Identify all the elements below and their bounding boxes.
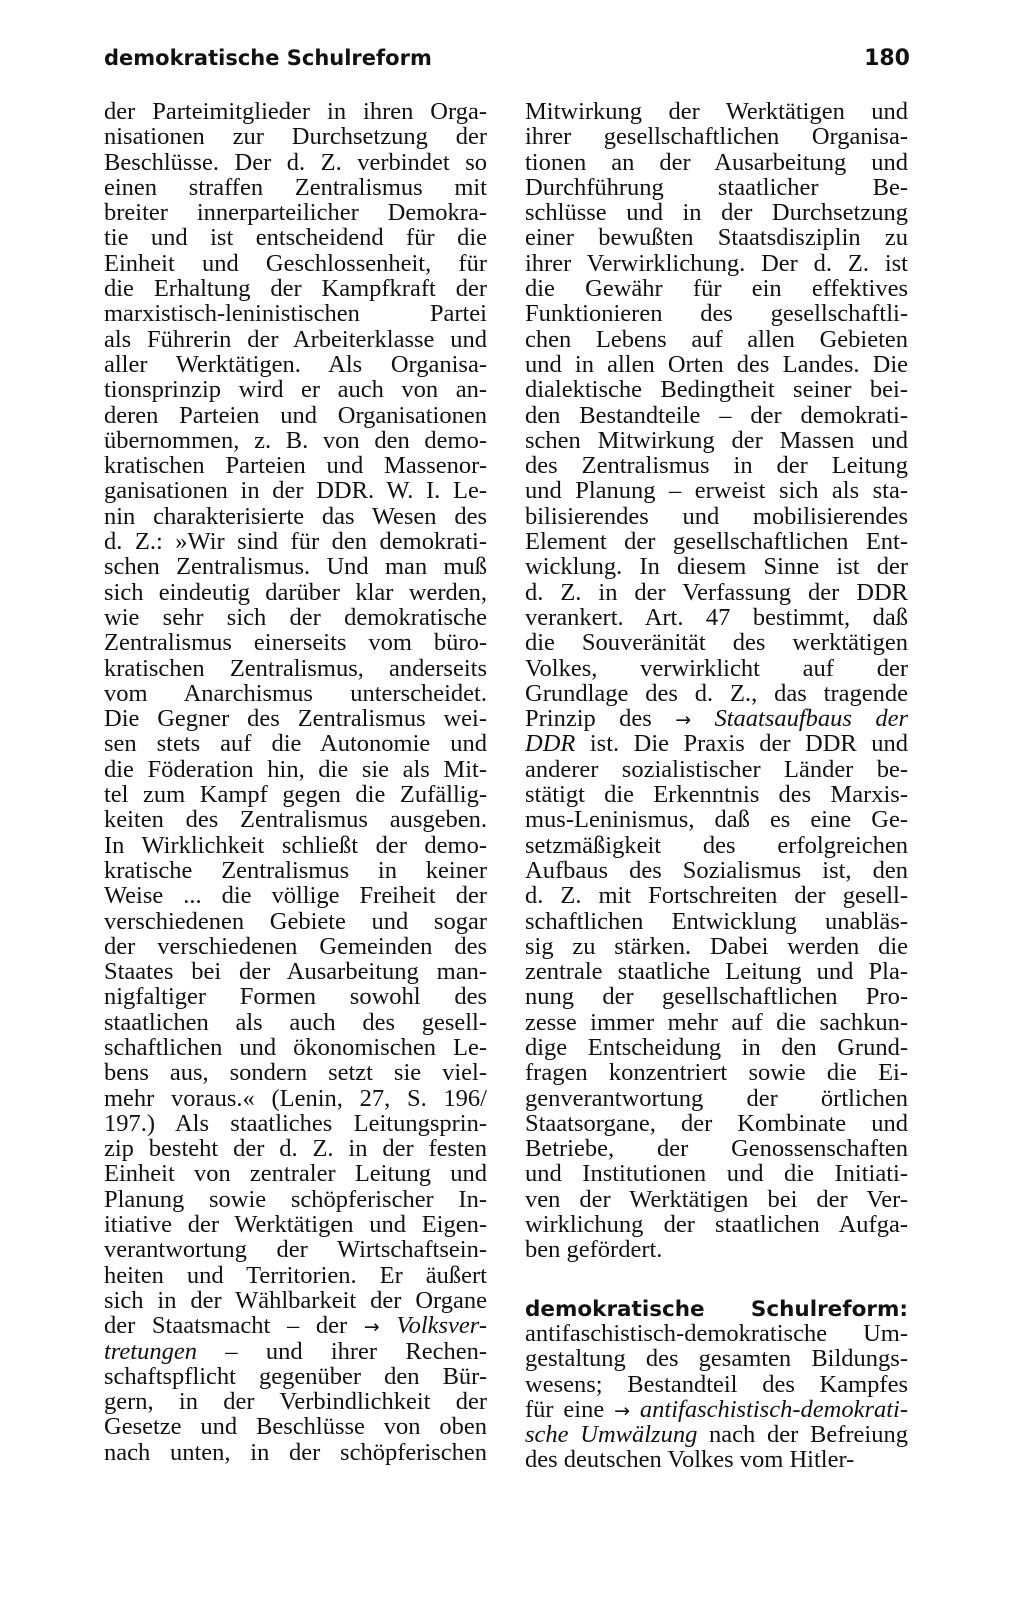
text-line: Planung sowie schöpferischer In- — [104, 1186, 487, 1213]
cross-reference-link[interactable]: Volksver- — [379, 1313, 487, 1339]
text-line: kratischen Parteien und Massenor- — [104, 453, 487, 479]
left-column — [104, 99, 487, 1465]
text-line: übernommen, z. B. von den demo- — [104, 427, 487, 454]
text-line: und Planung – erweist sich als sta- — [525, 478, 908, 504]
text-line: schen Mitwirkung der Massen und — [525, 427, 908, 454]
text-line: marxistisch-leninistischen Partei — [104, 301, 487, 327]
page-number: 180 — [864, 46, 910, 71]
text-line: heiten und Territorien. Er äußert — [104, 1262, 487, 1288]
cross-reference-link[interactable]: antifaschistisch-demokrati- — [630, 1396, 908, 1423]
text-line: breiter innerparteilicher Demokra- — [104, 200, 487, 226]
text-line: schen Zentralismus. Und man muß — [104, 554, 487, 580]
text-line: nach unten, in der schöpferischen — [104, 1439, 487, 1466]
text-line: 197.) Als staatliches Leitungsprin- — [104, 1110, 487, 1137]
text-line: Gesetze und Beschlüsse von oben — [104, 1414, 487, 1440]
text-line: schaftlichen Entwicklung unabläs- — [525, 908, 908, 934]
text-line: Durchführung staatlicher Be- — [525, 174, 908, 201]
cross-reference-arrow: → — [675, 709, 692, 732]
text-line: des deutschen Volkes vom Hitler- — [525, 1447, 855, 1473]
text-line: die Föderation hin, die sie als Mit- — [104, 756, 487, 783]
text-line: Die Gegner des Zentralismus wei- — [104, 706, 487, 732]
text-line: verantwortung der Wirtschaftsein- — [104, 1237, 487, 1263]
page-header — [104, 46, 910, 78]
text-line: sig zu stärken. Dabei werden die — [525, 933, 908, 960]
cross-reference-link[interactable]: tretungen — [104, 1338, 197, 1364]
text-line: d. Z. in der Verfassung der DDR — [525, 579, 908, 605]
running-title: demokratische Schulreform — [104, 46, 432, 70]
text-line: zesse immer mehr auf die sachkun- — [525, 1009, 908, 1035]
text-line: verschiedenen Gebiete und sogar — [104, 908, 487, 934]
text-line: tretungen – und ihrer Rechen- — [104, 1338, 487, 1364]
text-line: Grundlage des d. Z., das tragende — [525, 680, 908, 707]
text-line: sich eindeutig darüber klar werden, — [104, 579, 487, 605]
text-line: vom Anarchismus unterscheidet. — [104, 680, 487, 707]
text-line: Aufbaus des Sozialismus ist, den — [525, 857, 908, 884]
text-line: staatlichen als auch des gesell- — [104, 1009, 487, 1035]
text-line: aller Werktätigen. Als Organisa- — [104, 351, 487, 378]
text-line: schaftspflicht gegenüber den Bür- — [104, 1363, 487, 1390]
text-line: des Zentralismus in der Leitung — [525, 453, 908, 479]
text-line: sche Umwälzung nach der Befreiung — [525, 1422, 908, 1448]
text-line: fragen konzentriert sowie die Ei- — [525, 1060, 908, 1086]
text-line: schaftlichen und ökonomischen Le- — [104, 1034, 487, 1061]
text-line: Einheit von zentraler Leitung und — [104, 1161, 487, 1187]
text-line: wesens; Bestandteil des Kampfes — [525, 1371, 908, 1397]
text-line: tionsprinzip wird er auch von an- — [104, 377, 487, 403]
text-line: d. Z.: »Wir sind für den demokrati- — [104, 529, 487, 555]
text-line: mehr voraus.« (Lenin, 27, S. 196/ — [104, 1085, 487, 1111]
cross-reference-link[interactable]: Staatsaufbaus der — [691, 706, 908, 732]
text-line: als Führerin der Arbeiterklasse und — [104, 326, 487, 352]
cross-reference-link[interactable]: sche Umwälzung — [525, 1422, 698, 1448]
text-line: zip besteht der d. Z. in der festen — [104, 1136, 487, 1162]
text-line: dige Entscheidung in den Grund- — [525, 1034, 908, 1061]
text-line: gern, in der Verbindlichkeit der — [104, 1389, 487, 1415]
text-line: genverantwortung der örtlichen — [525, 1085, 908, 1111]
text-line: keiten des Zentralismus ausgeben. — [104, 807, 487, 833]
text-line: mus-Leninismus, daß es eine Ge- — [525, 807, 908, 833]
text-line: Volkes, verwirklicht auf der — [525, 655, 908, 681]
text-line: sich in der Wählbarkeit der Organe — [104, 1287, 487, 1314]
text-line: Einheit und Geschlossenheit, für — [104, 250, 487, 277]
text-line: chen Lebens auf allen Gebieten — [525, 326, 908, 352]
text-line: wirklichung der staatlichen Aufga- — [525, 1212, 908, 1238]
text-line: Prinzip des → Staatsaufbaus der — [525, 706, 908, 732]
cross-reference-arrow: → — [614, 1399, 631, 1422]
cross-reference-arrow: → — [363, 1316, 380, 1339]
text-line: die Gewähr für ein effektives — [525, 276, 908, 302]
text-line: tionen an der Ausarbeitung und — [525, 149, 908, 175]
text-line: nin charakterisierte das Wesen des — [104, 503, 487, 530]
text-line: die Erhaltung der Kampfkraft der — [104, 276, 487, 302]
text-line: In Wirklichkeit schließt der demo- — [104, 832, 487, 858]
text-line: Weise ... die völlige Freiheit der — [104, 883, 487, 909]
text-line: kratischen Zentralismus, anderseits — [104, 655, 487, 681]
text-line: Staatsorgane, der Kombinate und — [525, 1110, 908, 1137]
text-line: nigfaltiger Formen sowohl des — [104, 984, 487, 1010]
text-line: d. Z. mit Fortschreiten der gesell- — [525, 883, 908, 909]
text-line: ganisationen in der DDR. W. I. Le- — [104, 478, 487, 504]
text-line: kratische Zentralismus in keiner — [104, 857, 487, 884]
text-line: antifaschistisch-demokratische Um- — [525, 1320, 908, 1347]
text-line: die Souveränität des werktätigen — [525, 630, 908, 656]
text-line: Zentralismus einerseits vom büro- — [104, 630, 487, 656]
text-line: ben gefördert. — [525, 1237, 663, 1263]
text-line: stätigt die Erkenntnis des Marxis- — [525, 782, 908, 808]
text-line: Element der gesellschaftlichen Ent- — [525, 529, 908, 555]
text-line: bens aus, sondern setzt sie viel- — [104, 1060, 487, 1086]
text-line: den Bestandteile – der demokrati- — [525, 402, 908, 428]
text-line: nisationen zur Durchsetzung der — [104, 124, 487, 150]
cross-reference-link[interactable]: DDR — [525, 731, 576, 757]
text-line: deren Parteien und Organisationen — [104, 402, 487, 428]
text-line: der Staatsmacht – der → Volksver- — [104, 1313, 487, 1339]
text-line: und Institutionen und die Initiati- — [525, 1161, 908, 1187]
text-line: ven der Werktätigen bei der Ver- — [525, 1186, 908, 1213]
text-line: Funktionieren des gesellschaftli- — [525, 301, 908, 327]
text-line: Staates bei der Ausarbeitung man- — [104, 959, 487, 985]
text-line: wicklung. In diesem Sinne ist der — [525, 554, 908, 580]
text-line: der verschiedenen Gemeinden des — [104, 933, 487, 960]
text-line: dialektische Bedingtheit seiner bei- — [525, 377, 908, 403]
text-line: und in allen Orten des Landes. Die — [525, 351, 908, 378]
text-line: wie sehr sich der demokratische — [104, 604, 487, 631]
text-line: setzmäßigkeit des erfolgreichen — [525, 832, 908, 858]
text-line: ihrer gesellschaftlichen Organisa- — [525, 124, 908, 150]
text-line: bilisierendes und mobilisierendes — [525, 503, 908, 530]
text-line: nung der gesellschaftlichen Pro- — [525, 984, 908, 1010]
text-line: Beschlüsse. Der d. Z. verbindet so — [104, 149, 487, 175]
text-line: Mitwirkung der Werktätigen und — [525, 99, 908, 125]
text-line: der Parteimitglieder in ihren Orga- — [104, 99, 487, 125]
text-line: verankert. Art. 47 bestimmt, daß — [525, 604, 908, 631]
text-line: schlüsse und in der Durchsetzung — [525, 200, 908, 226]
text-line: DDR ist. Die Praxis der DDR und — [525, 731, 908, 757]
text-line: anderer sozialistischer Länder be- — [525, 756, 908, 783]
text-line: sen stets auf die Autonomie und — [104, 731, 487, 757]
entry-headword-line — [525, 1296, 908, 1321]
entry-headword: demokratische Schulreform: — [525, 1296, 908, 1321]
entry-gap — [525, 1263, 908, 1296]
text-line: tie und ist entscheidend für die — [104, 225, 487, 251]
text-line: gestaltung des gesamten Bildungs- — [525, 1346, 908, 1372]
text-line: tel zum Kampf gegen die Zufällig- — [104, 782, 487, 808]
text-line: einen straffen Zentralismus mit — [104, 174, 487, 201]
text-line: Betriebe, der Genossenschaften — [525, 1136, 908, 1162]
text-line: itiative der Werktätigen und Eigen- — [104, 1212, 487, 1238]
right-column — [525, 99, 908, 1473]
text-line: zentrale staatliche Leitung und Pla- — [525, 959, 908, 985]
text-line: ihrer Verwirklichung. Der d. Z. ist — [525, 250, 908, 277]
text-line: einer bewußten Staatsdisziplin zu — [525, 225, 908, 251]
text-line: für eine → antifaschistisch-demokrati- — [525, 1396, 908, 1423]
